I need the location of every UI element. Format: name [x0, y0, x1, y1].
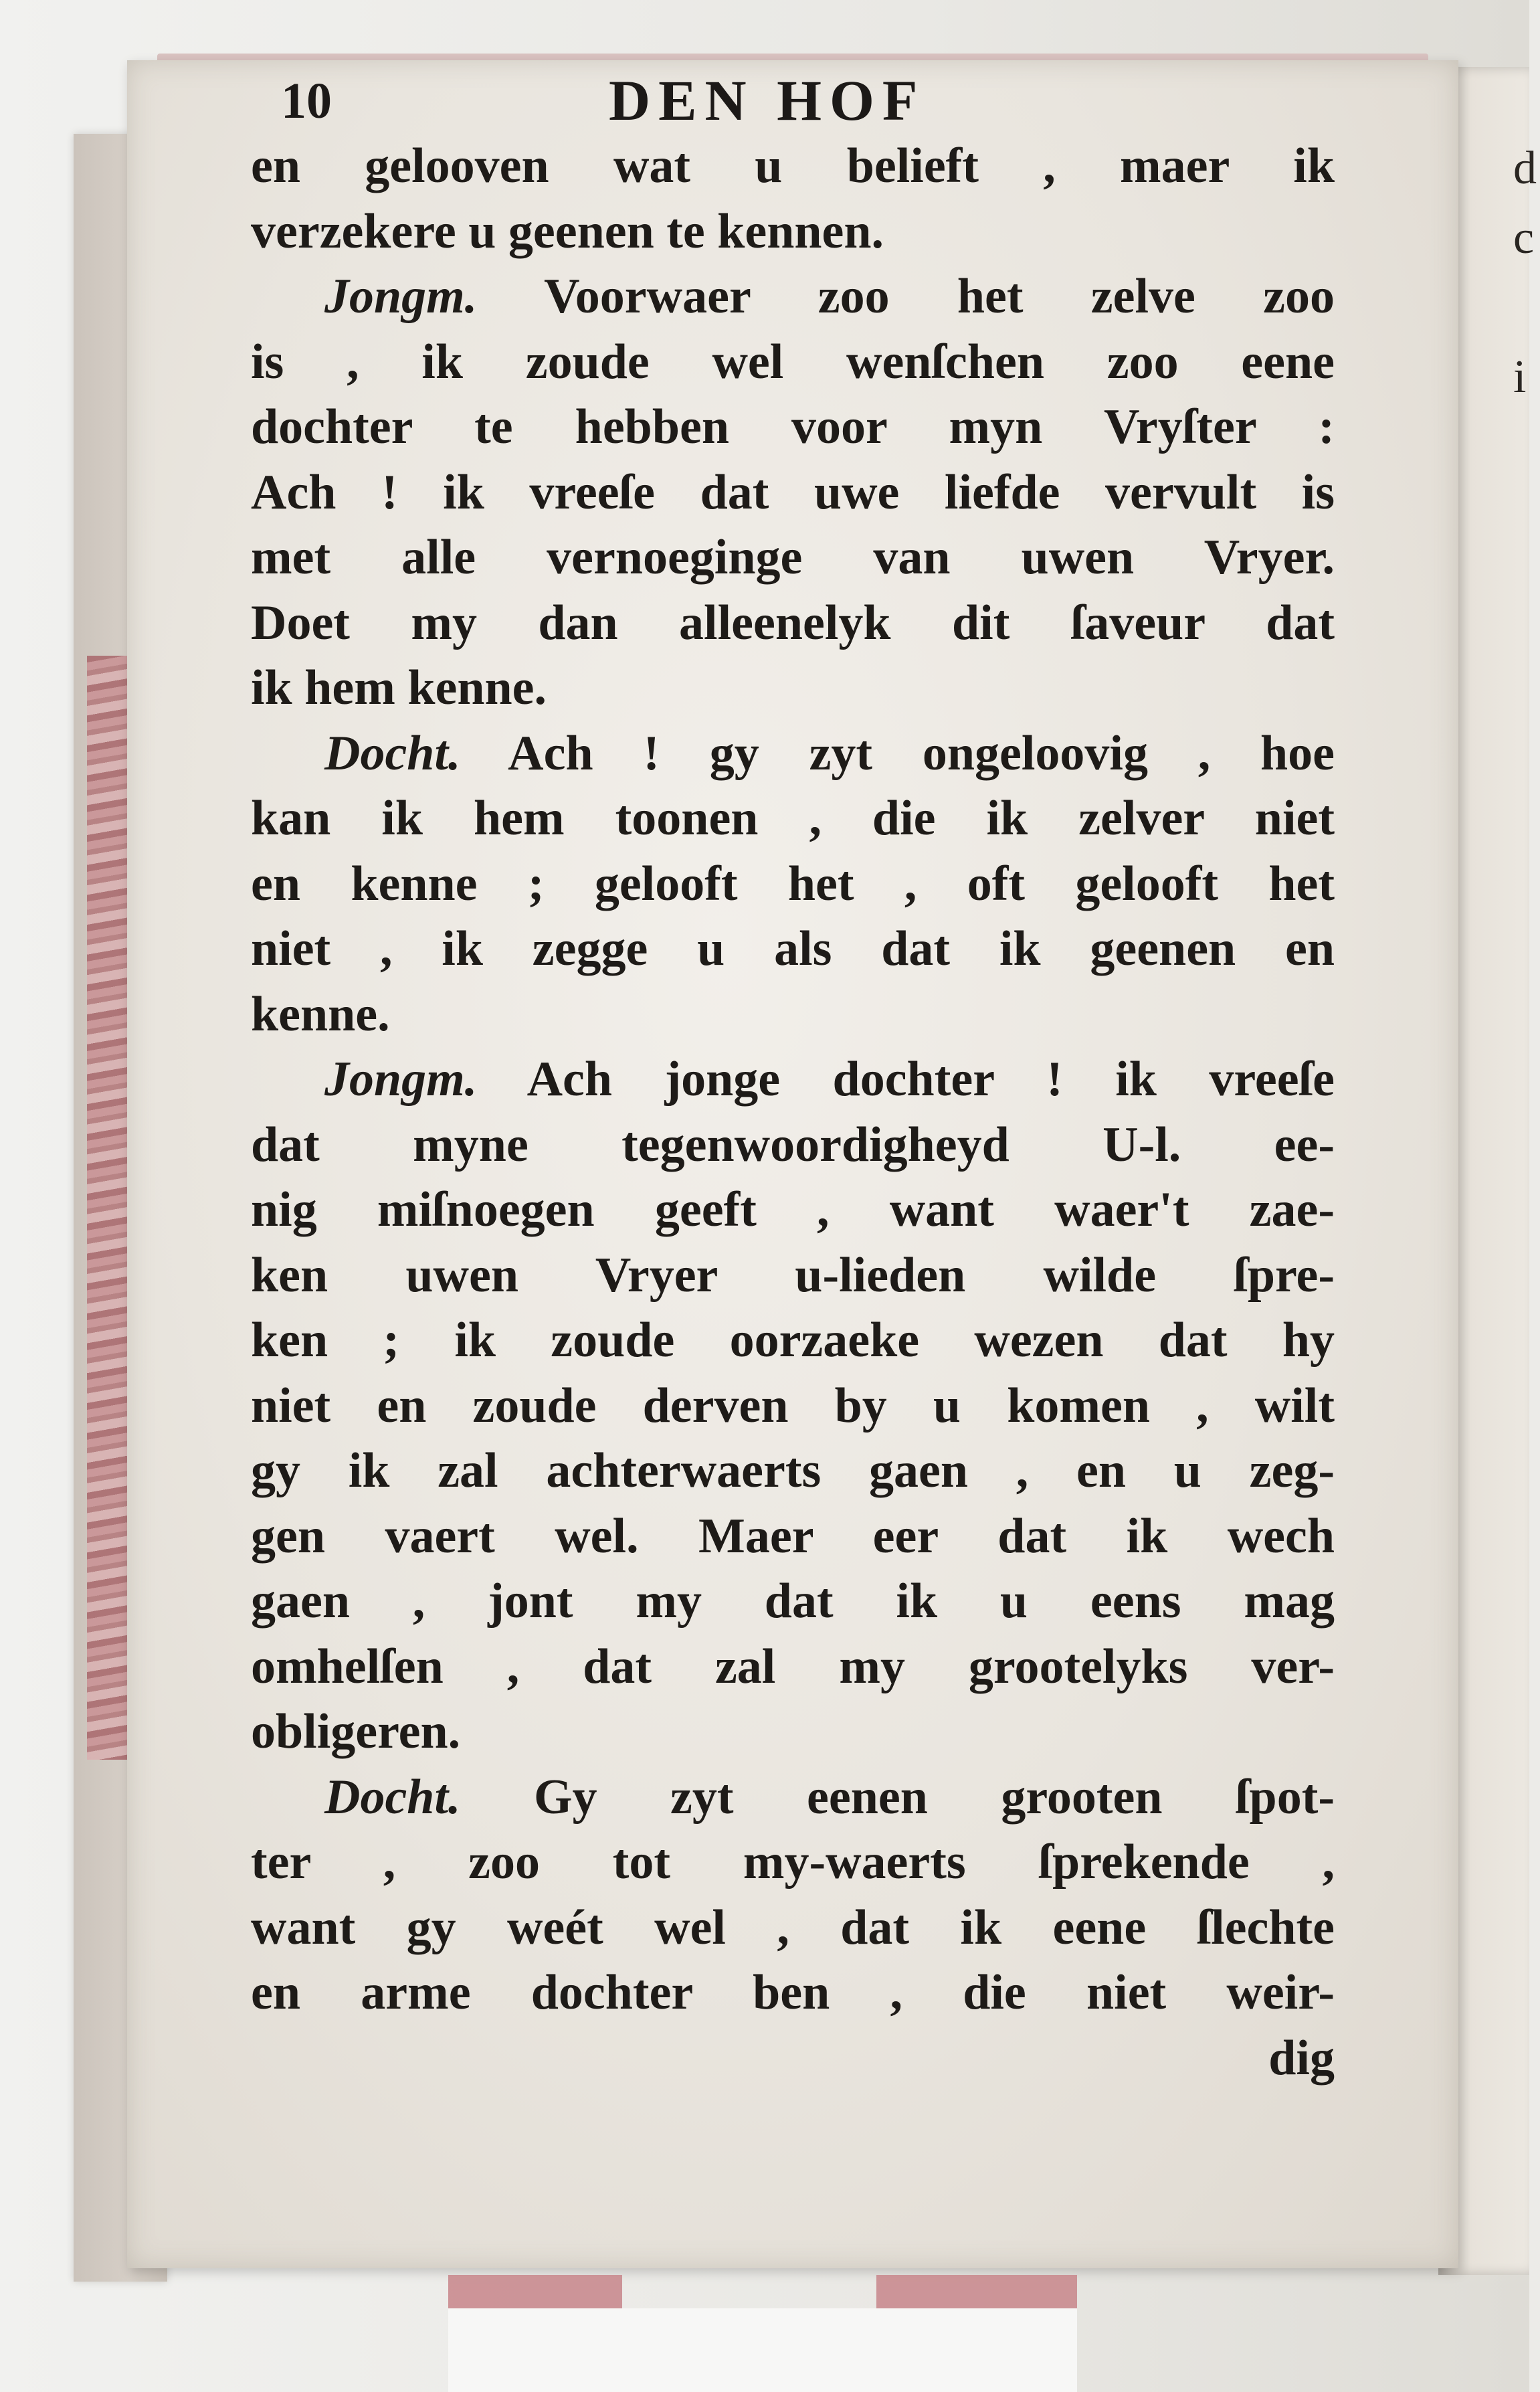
text-line: [251, 786, 1335, 852]
line-text: gaen , jont my dat ik u eens mag: [251, 1574, 1335, 1629]
text-line: [251, 656, 1335, 721]
line-text: en kenne ; gelooft het , oft gelooft het: [251, 856, 1335, 911]
line-text: kenne.: [251, 986, 390, 1042]
text-line: [251, 852, 1335, 917]
page-number: 10: [281, 73, 332, 129]
facing-page-glyph: [1513, 551, 1540, 621]
facing-page-glyph: [1513, 621, 1540, 691]
facing-page-glyph: [1513, 482, 1540, 551]
line-text: omhelſen , dat zal my grootelyks ver-: [251, 1639, 1335, 1694]
text-line: [251, 2026, 1335, 2092]
line-text: Gy zyt eenen grooten ſpot-: [460, 1769, 1335, 1825]
line-text: gen vaert wel. Maer eer dat ik wech: [251, 1508, 1335, 1564]
text-line: [251, 1047, 1335, 1113]
surface: [448, 2308, 1077, 2392]
text-line: [251, 460, 1335, 526]
text-line: [251, 1178, 1335, 1243]
line-text: ken uwen Vryer u-lieden wilde ſpre-: [251, 1247, 1335, 1303]
text-line: [251, 1765, 1335, 1831]
line-text: Ach ! ik vreeſe dat uwe liefde vervult is: [251, 464, 1335, 520]
line-text: want gy weét wel , dat ik eene ſlechte: [251, 1900, 1335, 1955]
line-text: dig: [1268, 2030, 1335, 2086]
text-line: [251, 1113, 1335, 1178]
line-text: verzekere u geenen te kennen.: [251, 203, 884, 259]
line-text: en gelooven wat u belieft , maer ik: [251, 139, 1335, 193]
facing-page-glyph: i: [1513, 351, 1527, 403]
text-line: [251, 1960, 1335, 2026]
line-text: Ach ! gy zyt ongeloovig , hoe: [460, 725, 1335, 781]
text-line: [251, 1699, 1335, 1765]
speaker-name: Docht.: [324, 1769, 461, 1825]
line-text: nig miſnoegen geeft , want waer't zae-: [251, 1182, 1335, 1237]
text-line: [251, 1374, 1335, 1439]
speaker-name: Jongm.: [324, 269, 478, 324]
text-line: [251, 1308, 1335, 1374]
marbled-tab-left: [448, 2275, 622, 2308]
line-text: dat myne tegenwoordigheyd U-l. ee-: [251, 1117, 1335, 1172]
line-text: niet en zoude derven by u komen , wilt: [251, 1378, 1335, 1433]
line-text: niet , ik zegge u als dat ik geenen en: [251, 921, 1335, 976]
speaker-name: Jongm.: [324, 1052, 478, 1107]
text-line: [251, 330, 1335, 395]
line-text: kan ik hem toonen , die ik zelver niet: [251, 791, 1335, 846]
text-line: [251, 1896, 1335, 1961]
line-text: ik hem kenne.: [251, 660, 547, 715]
text-line: [251, 199, 1335, 265]
page-header: [281, 67, 1351, 141]
text-line: [251, 1439, 1335, 1504]
body-text: [251, 134, 1335, 2091]
facing-page-glyph: [1513, 273, 1540, 343]
marbled-tab-right: [876, 2275, 1077, 2308]
text-line: [251, 917, 1335, 982]
text-line: [251, 591, 1335, 656]
text-line: [251, 1569, 1335, 1635]
text-line: [251, 1504, 1335, 1570]
line-text: en arme dochter ben , die niet weir-: [251, 1965, 1335, 2020]
line-text: met alle vernoeginge van uwen Vryer.: [251, 530, 1335, 585]
line-text: ter , zoo tot my-waerts ſprekende ,: [251, 1835, 1335, 1890]
text-line: [251, 1830, 1335, 1896]
text-line: [251, 1635, 1335, 1700]
facing-page-text-fragment: [1513, 134, 1540, 760]
line-text: obligeren.: [251, 1704, 461, 1759]
line-text: Doet my dan alleenelyk dit ſaveur dat: [251, 595, 1335, 650]
line-text: gy ik zal achterwaerts gaen , en u zeg-: [251, 1443, 1335, 1498]
marbled-cover-strip: [87, 656, 127, 1760]
facing-page-glyph: [1513, 691, 1540, 760]
text-line: [251, 721, 1335, 787]
facing-page-glyph: d: [1513, 143, 1537, 194]
line-text: Voorwaer zoo het zelve zoo: [477, 269, 1335, 324]
text-line: [251, 395, 1335, 460]
line-text: dochter te hebben voor myn Vryſter :: [251, 399, 1335, 454]
text-line: [251, 264, 1335, 330]
running-head: DEN HOF: [609, 68, 926, 132]
facing-page-glyph: [1513, 412, 1540, 482]
speaker-name: Docht.: [324, 725, 461, 781]
text-line: [251, 134, 1335, 199]
line-text: ken ; ik zoude oorzaeke wezen dat hy: [251, 1313, 1335, 1368]
text-line: [251, 1243, 1335, 1309]
text-line: [251, 982, 1335, 1048]
line-text: Ach jonge dochter ! ik vreeſe: [477, 1052, 1335, 1107]
facing-page-glyph: c: [1513, 212, 1535, 264]
text-line: [251, 525, 1335, 591]
line-text: is , ik zoude wel wenſchen zoo eene: [251, 334, 1335, 389]
